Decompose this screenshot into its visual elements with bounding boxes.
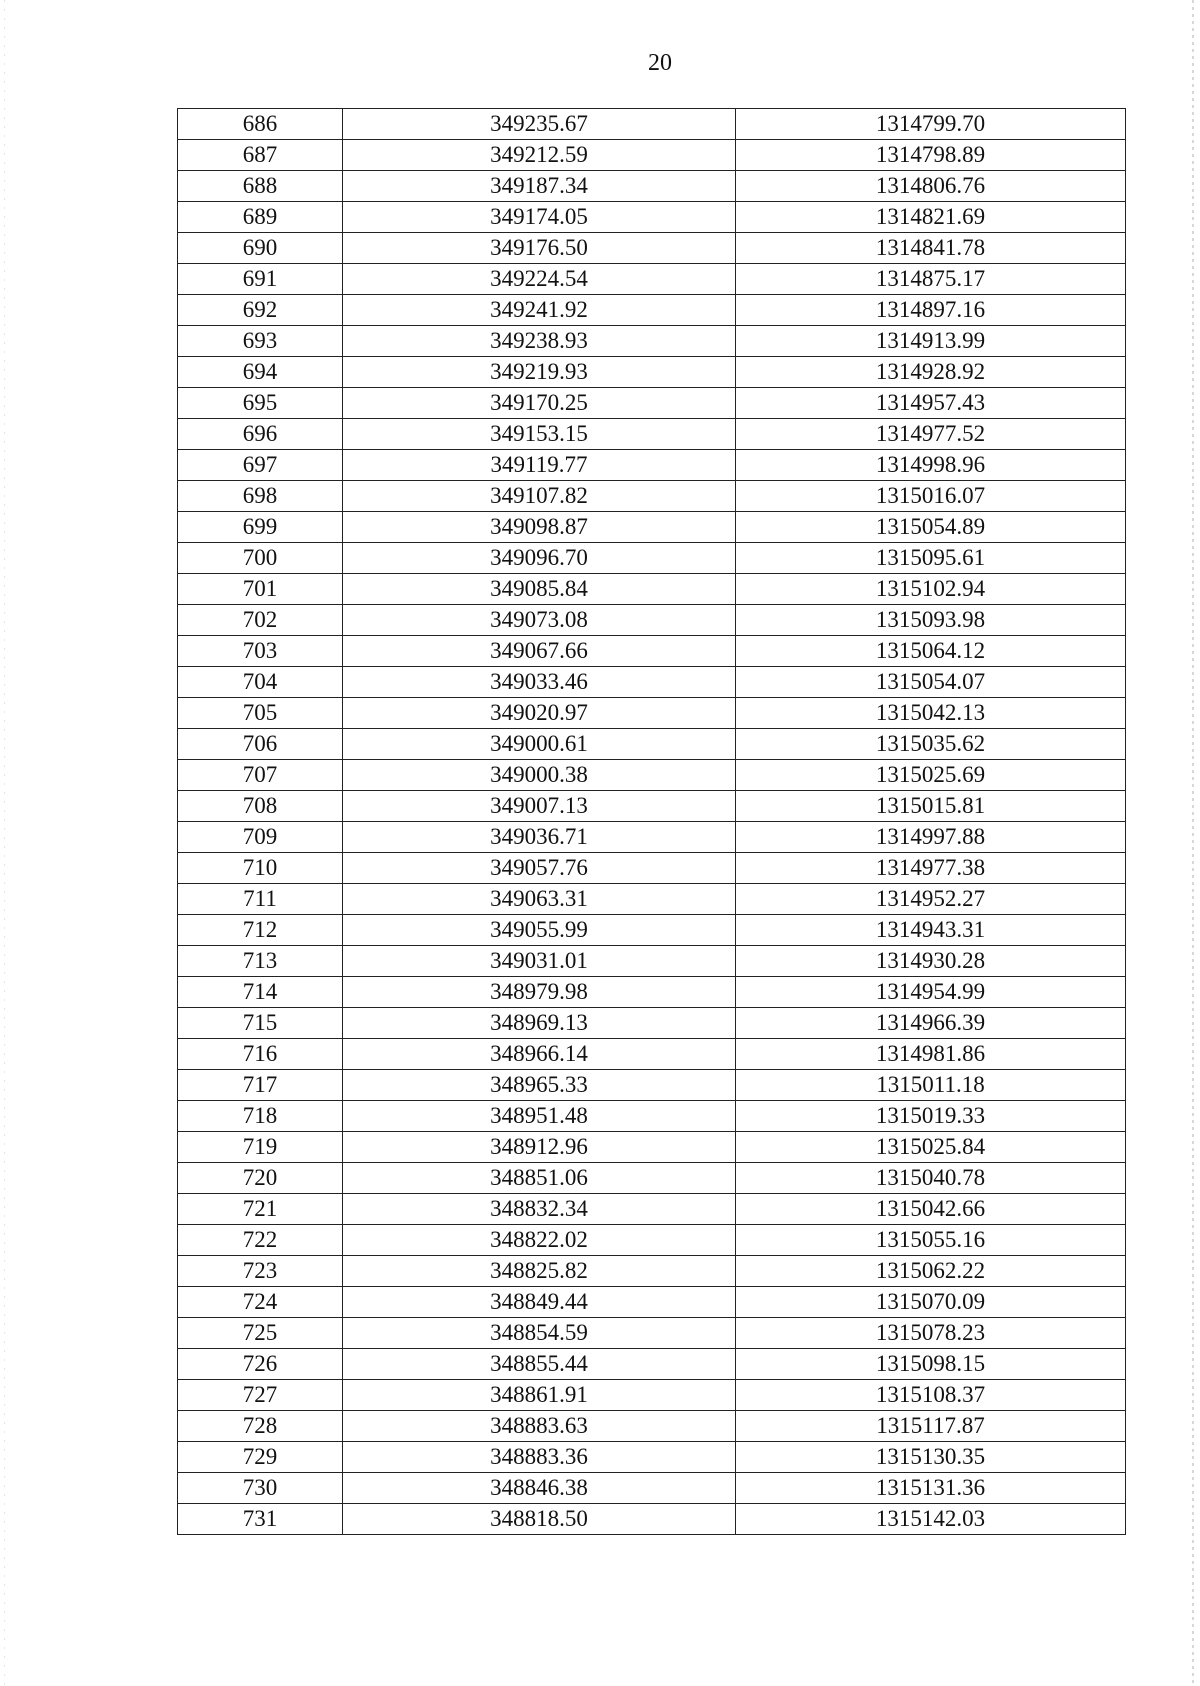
x-coordinate-cell: 349055.99 bbox=[343, 915, 736, 946]
x-coordinate-cell: 348818.50 bbox=[343, 1504, 736, 1535]
point-number-cell: 710 bbox=[178, 853, 343, 884]
y-coordinate-cell: 1315035.62 bbox=[736, 729, 1126, 760]
point-number-cell: 723 bbox=[178, 1256, 343, 1287]
y-coordinate-cell: 1314821.69 bbox=[736, 202, 1126, 233]
point-number-cell: 718 bbox=[178, 1101, 343, 1132]
y-coordinate-cell: 1315098.15 bbox=[736, 1349, 1126, 1380]
table-row bbox=[178, 791, 1126, 822]
point-number-cell: 708 bbox=[178, 791, 343, 822]
table-row bbox=[178, 1318, 1126, 1349]
table-row bbox=[178, 326, 1126, 357]
y-coordinate-cell: 1314997.88 bbox=[736, 822, 1126, 853]
point-number-cell: 687 bbox=[178, 140, 343, 171]
x-coordinate-cell: 349085.84 bbox=[343, 574, 736, 605]
y-coordinate-cell: 1314875.17 bbox=[736, 264, 1126, 295]
x-coordinate-cell: 349224.54 bbox=[343, 264, 736, 295]
table-row bbox=[178, 1287, 1126, 1318]
x-coordinate-cell: 348822.02 bbox=[343, 1225, 736, 1256]
point-number-cell: 705 bbox=[178, 698, 343, 729]
point-number-cell: 716 bbox=[178, 1039, 343, 1070]
y-coordinate-cell: 1315055.16 bbox=[736, 1225, 1126, 1256]
table-row bbox=[178, 109, 1126, 140]
y-coordinate-cell: 1314977.38 bbox=[736, 853, 1126, 884]
point-number-cell: 699 bbox=[178, 512, 343, 543]
point-number-cell: 688 bbox=[178, 171, 343, 202]
point-number-cell: 702 bbox=[178, 605, 343, 636]
point-number-cell: 686 bbox=[178, 109, 343, 140]
scan-edge-right bbox=[1192, 0, 1194, 1686]
y-coordinate-cell: 1315117.87 bbox=[736, 1411, 1126, 1442]
table-row bbox=[178, 1380, 1126, 1411]
table-row bbox=[178, 171, 1126, 202]
point-number-cell: 717 bbox=[178, 1070, 343, 1101]
y-coordinate-cell: 1315062.22 bbox=[736, 1256, 1126, 1287]
y-coordinate-cell: 1314928.92 bbox=[736, 357, 1126, 388]
x-coordinate-cell: 349235.67 bbox=[343, 109, 736, 140]
table-row bbox=[178, 946, 1126, 977]
table-row bbox=[178, 264, 1126, 295]
y-coordinate-cell: 1315015.81 bbox=[736, 791, 1126, 822]
point-number-cell: 725 bbox=[178, 1318, 343, 1349]
y-coordinate-cell: 1315042.13 bbox=[736, 698, 1126, 729]
table-row bbox=[178, 295, 1126, 326]
point-number-cell: 719 bbox=[178, 1132, 343, 1163]
y-coordinate-cell: 1314841.78 bbox=[736, 233, 1126, 264]
y-coordinate-cell: 1315093.98 bbox=[736, 605, 1126, 636]
point-number-cell: 696 bbox=[178, 419, 343, 450]
table-row bbox=[178, 1473, 1126, 1504]
y-coordinate-cell: 1315025.69 bbox=[736, 760, 1126, 791]
point-number-cell: 721 bbox=[178, 1194, 343, 1225]
table-row bbox=[178, 1101, 1126, 1132]
point-number-cell: 691 bbox=[178, 264, 343, 295]
table-row bbox=[178, 1163, 1126, 1194]
point-number-cell: 714 bbox=[178, 977, 343, 1008]
point-number-cell: 695 bbox=[178, 388, 343, 419]
y-coordinate-cell: 1314954.99 bbox=[736, 977, 1126, 1008]
x-coordinate-cell: 349020.97 bbox=[343, 698, 736, 729]
y-coordinate-cell: 1315054.07 bbox=[736, 667, 1126, 698]
x-coordinate-cell: 349036.71 bbox=[343, 822, 736, 853]
point-number-cell: 720 bbox=[178, 1163, 343, 1194]
table-row bbox=[178, 822, 1126, 853]
y-coordinate-cell: 1315019.33 bbox=[736, 1101, 1126, 1132]
y-coordinate-cell: 1314943.31 bbox=[736, 915, 1126, 946]
y-coordinate-cell: 1315102.94 bbox=[736, 574, 1126, 605]
table-row bbox=[178, 450, 1126, 481]
table-row bbox=[178, 698, 1126, 729]
x-coordinate-cell: 348861.91 bbox=[343, 1380, 736, 1411]
x-coordinate-cell: 348951.48 bbox=[343, 1101, 736, 1132]
x-coordinate-cell: 348883.63 bbox=[343, 1411, 736, 1442]
point-number-cell: 704 bbox=[178, 667, 343, 698]
x-coordinate-cell: 349007.13 bbox=[343, 791, 736, 822]
y-coordinate-cell: 1315078.23 bbox=[736, 1318, 1126, 1349]
y-coordinate-cell: 1314998.96 bbox=[736, 450, 1126, 481]
x-coordinate-cell: 348966.14 bbox=[343, 1039, 736, 1070]
y-coordinate-cell: 1314806.76 bbox=[736, 171, 1126, 202]
table-row bbox=[178, 915, 1126, 946]
y-coordinate-cell: 1314930.28 bbox=[736, 946, 1126, 977]
point-number-cell: 690 bbox=[178, 233, 343, 264]
point-number-cell: 712 bbox=[178, 915, 343, 946]
table-row bbox=[178, 388, 1126, 419]
point-number-cell: 689 bbox=[178, 202, 343, 233]
table-row bbox=[178, 636, 1126, 667]
point-number-cell: 698 bbox=[178, 481, 343, 512]
table-row bbox=[178, 1225, 1126, 1256]
x-coordinate-cell: 349212.59 bbox=[343, 140, 736, 171]
y-coordinate-cell: 1315142.03 bbox=[736, 1504, 1126, 1535]
x-coordinate-cell: 348854.59 bbox=[343, 1318, 736, 1349]
x-coordinate-cell: 348979.98 bbox=[343, 977, 736, 1008]
x-coordinate-cell: 349219.93 bbox=[343, 357, 736, 388]
y-coordinate-cell: 1314799.70 bbox=[736, 109, 1126, 140]
point-number-cell: 701 bbox=[178, 574, 343, 605]
table-row bbox=[178, 481, 1126, 512]
y-coordinate-cell: 1315108.37 bbox=[736, 1380, 1126, 1411]
table-row bbox=[178, 605, 1126, 636]
y-coordinate-cell: 1315070.09 bbox=[736, 1287, 1126, 1318]
point-number-cell: 730 bbox=[178, 1473, 343, 1504]
y-coordinate-cell: 1314913.99 bbox=[736, 326, 1126, 357]
table-row bbox=[178, 667, 1126, 698]
y-coordinate-cell: 1315042.66 bbox=[736, 1194, 1126, 1225]
x-coordinate-cell: 348846.38 bbox=[343, 1473, 736, 1504]
x-coordinate-cell: 349063.31 bbox=[343, 884, 736, 915]
x-coordinate-cell: 349098.87 bbox=[343, 512, 736, 543]
point-number-cell: 726 bbox=[178, 1349, 343, 1380]
table-row bbox=[178, 853, 1126, 884]
x-coordinate-cell: 349187.34 bbox=[343, 171, 736, 202]
table-row bbox=[178, 977, 1126, 1008]
table-row bbox=[178, 1504, 1126, 1535]
x-coordinate-cell: 348969.13 bbox=[343, 1008, 736, 1039]
table-row bbox=[178, 202, 1126, 233]
x-coordinate-cell: 349096.70 bbox=[343, 543, 736, 574]
x-coordinate-cell: 349073.08 bbox=[343, 605, 736, 636]
table-row bbox=[178, 1256, 1126, 1287]
table-row bbox=[178, 729, 1126, 760]
table-row bbox=[178, 574, 1126, 605]
x-coordinate-cell: 349238.93 bbox=[343, 326, 736, 357]
point-number-cell: 707 bbox=[178, 760, 343, 791]
scan-edge-left bbox=[4, 0, 5, 1686]
x-coordinate-cell: 348883.36 bbox=[343, 1442, 736, 1473]
x-coordinate-cell: 348832.34 bbox=[343, 1194, 736, 1225]
table-row bbox=[178, 543, 1126, 574]
x-coordinate-cell: 349119.77 bbox=[343, 450, 736, 481]
point-number-cell: 729 bbox=[178, 1442, 343, 1473]
y-coordinate-cell: 1314981.86 bbox=[736, 1039, 1126, 1070]
y-coordinate-cell: 1314966.39 bbox=[736, 1008, 1126, 1039]
point-number-cell: 694 bbox=[178, 357, 343, 388]
point-number-cell: 715 bbox=[178, 1008, 343, 1039]
x-coordinate-cell: 349000.38 bbox=[343, 760, 736, 791]
point-number-cell: 711 bbox=[178, 884, 343, 915]
point-number-cell: 728 bbox=[178, 1411, 343, 1442]
x-coordinate-cell: 349107.82 bbox=[343, 481, 736, 512]
x-coordinate-cell: 349241.92 bbox=[343, 295, 736, 326]
x-coordinate-cell: 348849.44 bbox=[343, 1287, 736, 1318]
table-row bbox=[178, 1442, 1126, 1473]
table-row bbox=[178, 1349, 1126, 1380]
point-number-cell: 731 bbox=[178, 1504, 343, 1535]
y-coordinate-cell: 1315130.35 bbox=[736, 1442, 1126, 1473]
page-number: 20 bbox=[648, 50, 672, 76]
y-coordinate-cell: 1315054.89 bbox=[736, 512, 1126, 543]
table-row bbox=[178, 140, 1126, 171]
y-coordinate-cell: 1315131.36 bbox=[736, 1473, 1126, 1504]
table-row bbox=[178, 1070, 1126, 1101]
point-number-cell: 700 bbox=[178, 543, 343, 574]
y-coordinate-cell: 1315025.84 bbox=[736, 1132, 1126, 1163]
x-coordinate-cell: 348851.06 bbox=[343, 1163, 736, 1194]
table-row bbox=[178, 357, 1126, 388]
y-coordinate-cell: 1315040.78 bbox=[736, 1163, 1126, 1194]
x-coordinate-cell: 349170.25 bbox=[343, 388, 736, 419]
x-coordinate-cell: 349057.76 bbox=[343, 853, 736, 884]
x-coordinate-cell: 349033.46 bbox=[343, 667, 736, 698]
y-coordinate-cell: 1315011.18 bbox=[736, 1070, 1126, 1101]
x-coordinate-cell: 349000.61 bbox=[343, 729, 736, 760]
point-number-cell: 727 bbox=[178, 1380, 343, 1411]
point-number-cell: 697 bbox=[178, 450, 343, 481]
point-number-cell: 706 bbox=[178, 729, 343, 760]
point-number-cell: 724 bbox=[178, 1287, 343, 1318]
table-row bbox=[178, 419, 1126, 450]
point-number-cell: 713 bbox=[178, 946, 343, 977]
point-number-cell: 692 bbox=[178, 295, 343, 326]
point-number-cell: 703 bbox=[178, 636, 343, 667]
x-coordinate-cell: 349176.50 bbox=[343, 233, 736, 264]
y-coordinate-cell: 1315064.12 bbox=[736, 636, 1126, 667]
x-coordinate-cell: 349067.66 bbox=[343, 636, 736, 667]
table-row bbox=[178, 233, 1126, 264]
point-number-cell: 722 bbox=[178, 1225, 343, 1256]
table-row bbox=[178, 512, 1126, 543]
y-coordinate-cell: 1314952.27 bbox=[736, 884, 1126, 915]
table-row bbox=[178, 1008, 1126, 1039]
y-coordinate-cell: 1315095.61 bbox=[736, 543, 1126, 574]
point-number-cell: 709 bbox=[178, 822, 343, 853]
table-row bbox=[178, 884, 1126, 915]
y-coordinate-cell: 1315016.07 bbox=[736, 481, 1126, 512]
table-row bbox=[178, 1194, 1126, 1225]
coordinate-table bbox=[177, 108, 1126, 1535]
x-coordinate-cell: 349153.15 bbox=[343, 419, 736, 450]
y-coordinate-cell: 1314957.43 bbox=[736, 388, 1126, 419]
x-coordinate-cell: 348912.96 bbox=[343, 1132, 736, 1163]
x-coordinate-cell: 348855.44 bbox=[343, 1349, 736, 1380]
coordinate-table-body bbox=[178, 109, 1126, 1535]
x-coordinate-cell: 348825.82 bbox=[343, 1256, 736, 1287]
table-row bbox=[178, 1039, 1126, 1070]
y-coordinate-cell: 1314977.52 bbox=[736, 419, 1126, 450]
x-coordinate-cell: 349174.05 bbox=[343, 202, 736, 233]
table-row bbox=[178, 760, 1126, 791]
x-coordinate-cell: 348965.33 bbox=[343, 1070, 736, 1101]
y-coordinate-cell: 1314798.89 bbox=[736, 140, 1126, 171]
y-coordinate-cell: 1314897.16 bbox=[736, 295, 1126, 326]
x-coordinate-cell: 349031.01 bbox=[343, 946, 736, 977]
table-row bbox=[178, 1411, 1126, 1442]
table-row bbox=[178, 1132, 1126, 1163]
point-number-cell: 693 bbox=[178, 326, 343, 357]
